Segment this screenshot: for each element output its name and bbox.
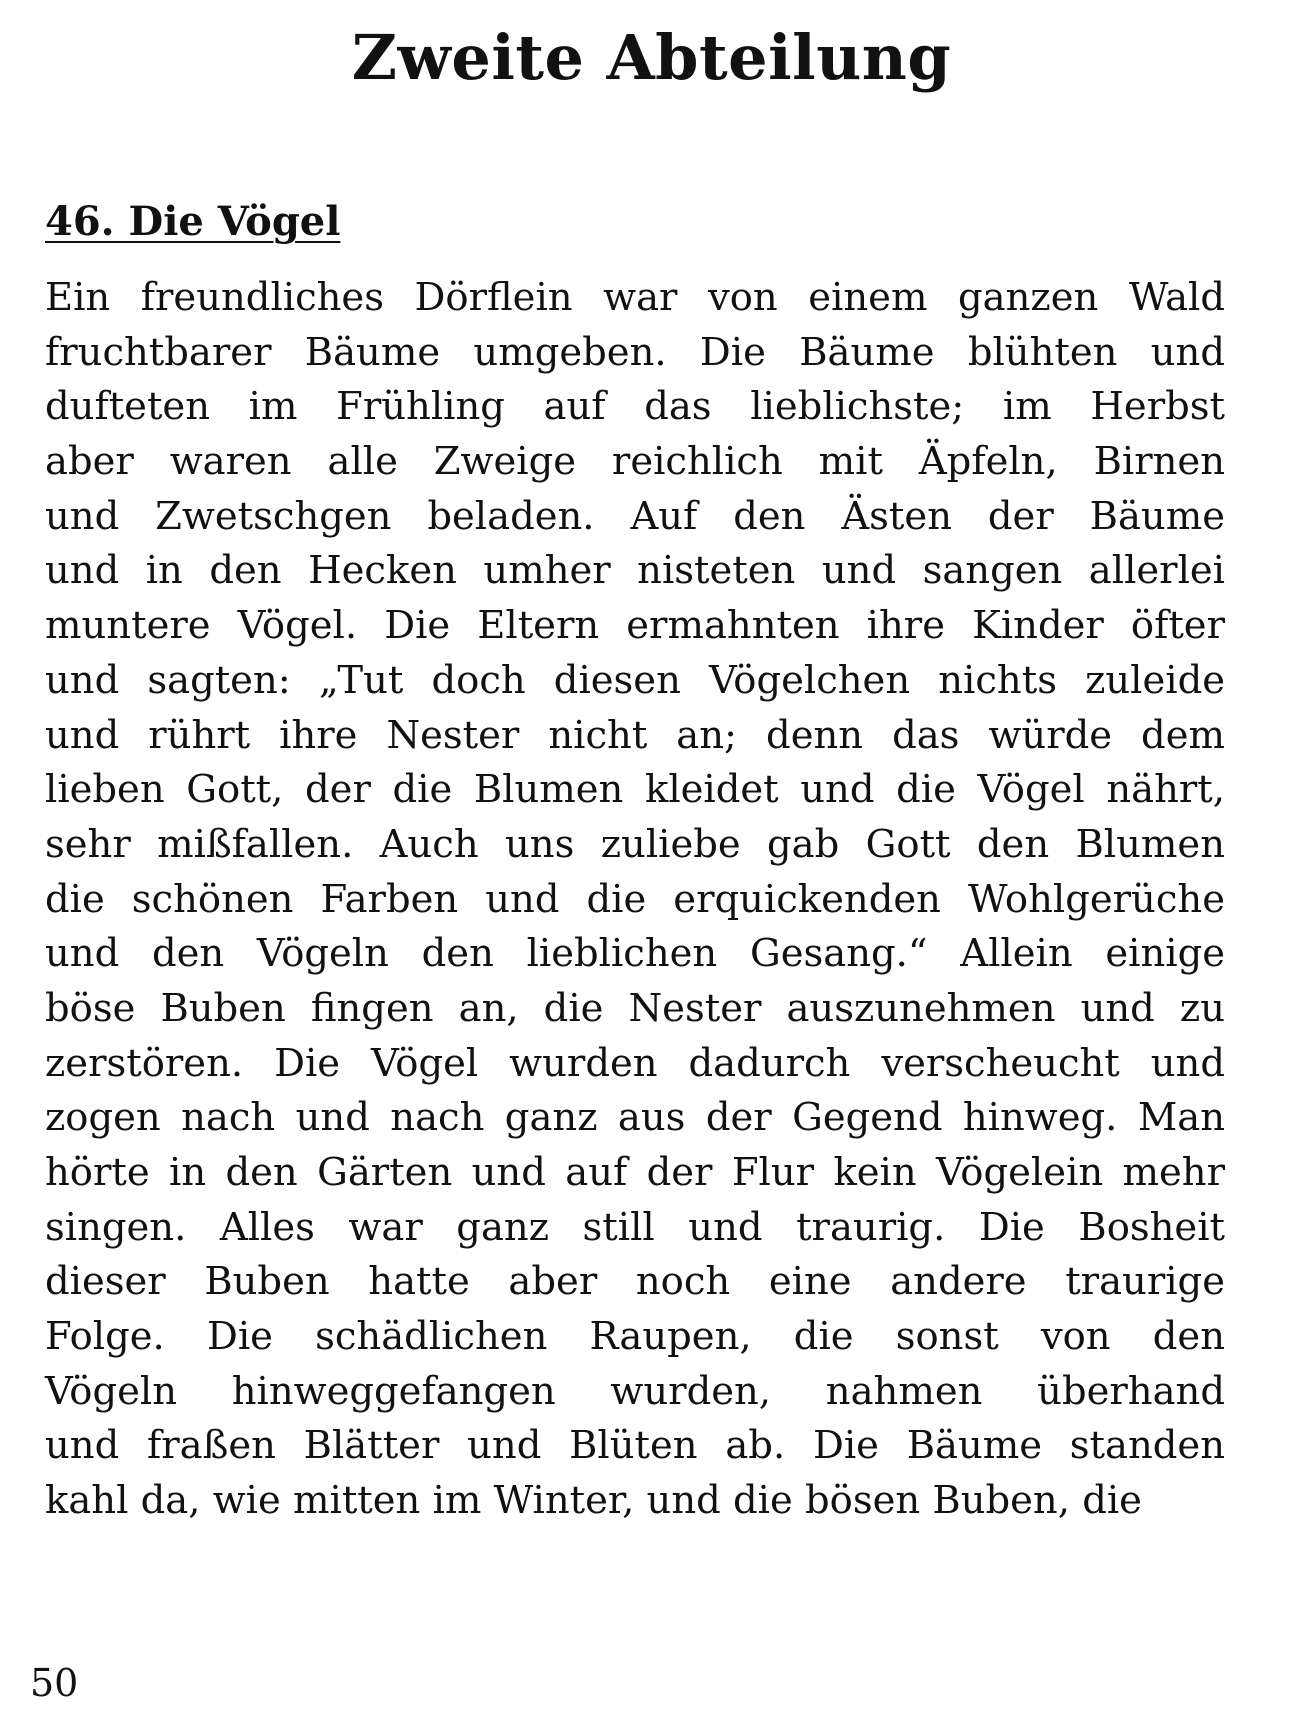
text-line: und sagten: „Tut doch diesen Vögelchen nichts zuleide <box>45 657 1225 703</box>
text-line: dufteten im Frühling auf das lieblichste; im Herbst <box>45 384 1225 430</box>
text-line: Folge. Die schädlichen Raupen, die sonst von den <box>45 1314 1225 1360</box>
text-line: und in den Hecken umher nisteten und sangen allerlei <box>45 548 1225 594</box>
text-line: Ein freundliches Dörflein war von einem ganzen Wald <box>45 275 1225 320</box>
page-number: 50 <box>30 1661 79 1705</box>
page-title: Zweite Abteilung <box>351 21 952 94</box>
text-line: und rührt ihre Nester nicht an; denn das würde dem <box>45 712 1225 758</box>
text-line: Vögeln hinweggefangen wurden, nahmen überhand <box>45 1368 1225 1414</box>
text-line: die schönen Farben und die erquickenden Wohlgerüche <box>45 876 1225 922</box>
text-line: dieser Buben hatte aber noch eine andere traurige <box>45 1259 1225 1305</box>
text-line: fruchtbarer Bäume umgeben. Die Bäume blühten und <box>45 329 1225 375</box>
text-line: und den Vögeln den lieblichen Gesang.“ Allein einige <box>45 931 1225 977</box>
text-line: singen. Alles war ganz still und traurig. Die Bosheit <box>45 1204 1225 1250</box>
text-line: aber waren alle Zweige reichlich mit Äpfeln, Birnen <box>45 439 1225 485</box>
section-heading: 46. Die Vögel <box>45 198 341 245</box>
text-line: sehr mißfallen. Auch uns zuliebe gab Gott den Blumen <box>45 821 1225 867</box>
text-line: böse Buben fingen an, die Nester auszunehmen und zu <box>45 985 1225 1031</box>
text-line: muntere Vögel. Die Eltern ermahnten ihre Kinder öfter <box>45 603 1225 649</box>
body-text <box>45 271 1225 1529</box>
text-line: lieben Gott, der die Blumen kleidet und die Vögel nährt, <box>45 767 1225 813</box>
text-line: zerstören. Die Vögel wurden dadurch verscheucht und <box>45 1040 1225 1086</box>
text-line: und fraßen Blätter und Blüten ab. Die Bäume standen <box>45 1423 1225 1469</box>
text-line: und Zwetschgen beladen. Auf den Ästen der Bäume <box>45 493 1225 539</box>
text-line: zogen nach und nach ganz aus der Gegend hinweg. Man <box>45 1095 1225 1141</box>
text-line: kahl da, wie mitten im Winter, und die bösen Buben, die <box>45 1478 1142 1524</box>
text-line: hörte in den Gärten und auf der Flur kein Vögelein mehr <box>45 1150 1225 1195</box>
